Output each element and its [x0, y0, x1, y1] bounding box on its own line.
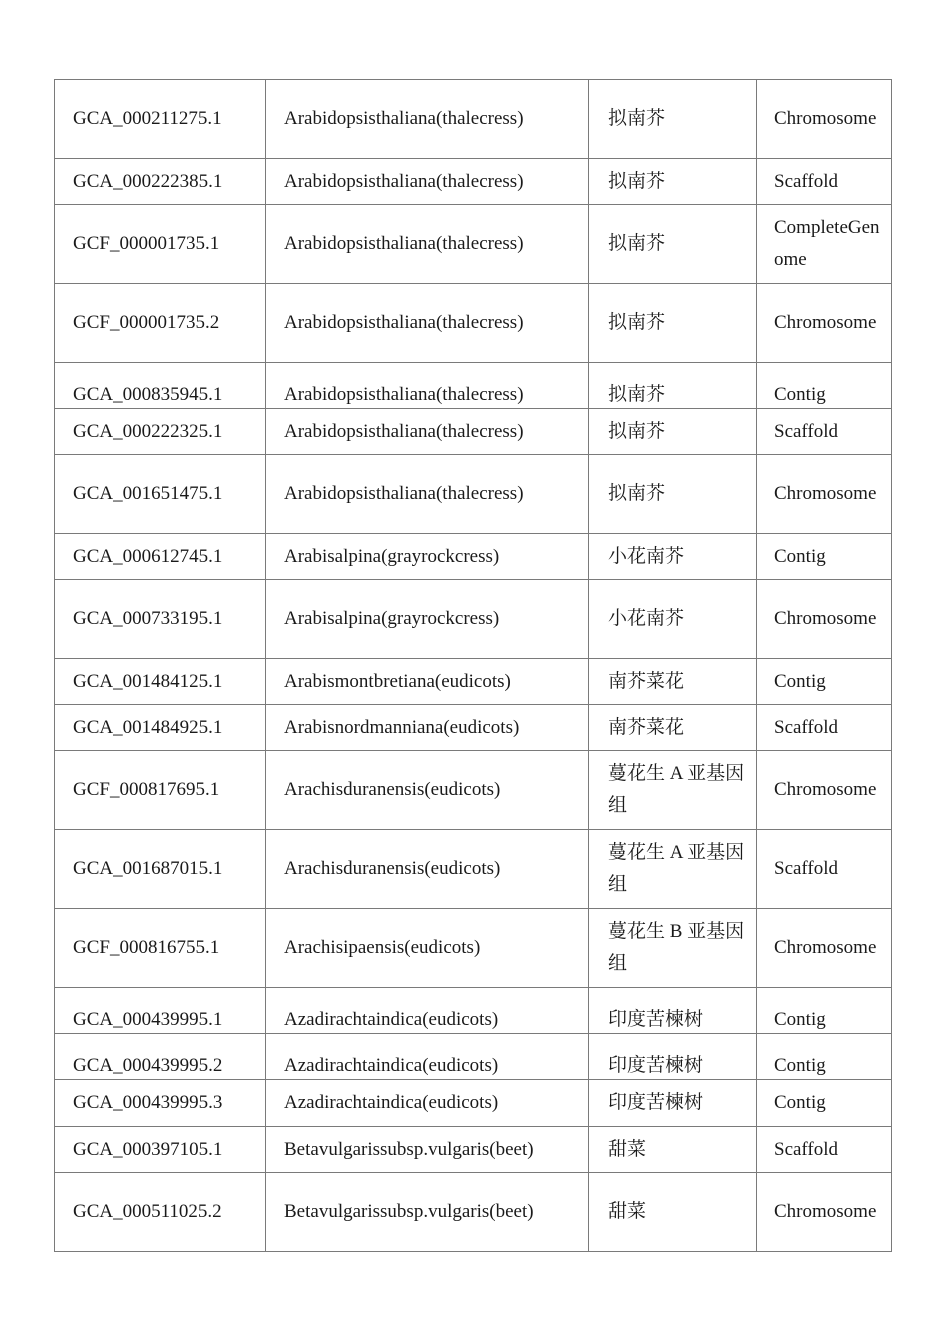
organism-cell: Azadirachtaindica(eudicots) — [266, 1034, 589, 1080]
organism-cell: Arabidopsisthaliana(thalecress) — [266, 363, 589, 409]
accession-cell: GCA_000439995.2 — [55, 1034, 266, 1080]
assembly-level-cell: Chromosome — [757, 751, 892, 830]
table-row — [55, 80, 892, 159]
chinese-name-cell: 南芥菜花 — [589, 705, 757, 751]
accession-cell: GCF_000001735.2 — [55, 284, 266, 363]
assembly-level-cell: Contig — [757, 1080, 892, 1127]
table-row — [55, 284, 892, 363]
organism-cell: Arabidopsisthaliana(thalecress) — [266, 205, 589, 284]
organism-cell: Arabidopsisthaliana(thalecress) — [266, 455, 589, 534]
table-row — [55, 659, 892, 705]
chinese-name-cell: 拟南芥 — [589, 363, 757, 409]
table-row — [55, 455, 892, 534]
organism-cell: Arachisduranensis(eudicots) — [266, 830, 589, 909]
chinese-name-cell: 印度苦楝树 — [589, 1080, 757, 1127]
assembly-level-cell: Chromosome — [757, 284, 892, 363]
assembly-level-cell: Scaffold — [757, 1127, 892, 1173]
assembly-level-cell: Chromosome — [757, 909, 892, 988]
assembly-level-cell: Scaffold — [757, 705, 892, 751]
accession-cell: GCA_000397105.1 — [55, 1127, 266, 1173]
assembly-level-cell: Chromosome — [757, 1173, 892, 1252]
accession-cell: GCA_001484125.1 — [55, 659, 266, 705]
organism-cell: Azadirachtaindica(eudicots) — [266, 1080, 589, 1127]
chinese-name-cell: 蔓花生 A 亚基因组 — [589, 830, 757, 909]
accession-cell: GCA_000612745.1 — [55, 534, 266, 580]
chinese-name-cell: 小花南芥 — [589, 534, 757, 580]
accession-cell: GCA_000439995.3 — [55, 1080, 266, 1127]
organism-cell: Arabidopsisthaliana(thalecress) — [266, 284, 589, 363]
chinese-name-cell: 甜菜 — [589, 1173, 757, 1252]
table-row — [55, 751, 892, 830]
assembly-level-cell: Contig — [757, 363, 892, 409]
accession-cell: GCA_000222385.1 — [55, 159, 266, 205]
table-row — [55, 1080, 892, 1127]
organism-cell: Arabisalpina(grayrockcress) — [266, 534, 589, 580]
chinese-name-cell: 印度苦楝树 — [589, 988, 757, 1034]
organism-cell: Arachisipaensis(eudicots) — [266, 909, 589, 988]
accession-cell: GCA_000222325.1 — [55, 409, 266, 455]
chinese-name-cell: 印度苦楝树 — [589, 1034, 757, 1080]
accession-cell: GCA_000835945.1 — [55, 363, 266, 409]
organism-cell: Azadirachtaindica(eudicots) — [266, 988, 589, 1034]
assembly-level-cell: Scaffold — [757, 159, 892, 205]
table-row — [55, 705, 892, 751]
organism-cell: Arachisduranensis(eudicots) — [266, 751, 589, 830]
accession-cell: GCA_000511025.2 — [55, 1173, 266, 1252]
chinese-name-cell: 拟南芥 — [589, 455, 757, 534]
chinese-name-cell: 蔓花生 A 亚基因组 — [589, 751, 757, 830]
organism-cell: Arabisalpina(grayrockcress) — [266, 580, 589, 659]
assembly-level-cell: Chromosome — [757, 80, 892, 159]
table-row — [55, 909, 892, 988]
table-row — [55, 1034, 892, 1080]
table-row — [55, 534, 892, 580]
table-row — [55, 205, 892, 284]
chinese-name-cell: 拟南芥 — [589, 409, 757, 455]
table-row — [55, 1173, 892, 1252]
chinese-name-cell: 拟南芥 — [589, 205, 757, 284]
assembly-level-cell: Chromosome — [757, 580, 892, 659]
assembly-level-cell: Contig — [757, 1034, 892, 1080]
chinese-name-cell: 拟南芥 — [589, 284, 757, 363]
table-row — [55, 159, 892, 205]
assembly-level-cell: CompleteGenome — [757, 205, 892, 284]
accession-cell: GCA_001651475.1 — [55, 455, 266, 534]
assembly-level-cell: Chromosome — [757, 455, 892, 534]
chinese-name-cell: 甜菜 — [589, 1127, 757, 1173]
table-row — [55, 363, 892, 409]
organism-cell: Arabidopsisthaliana(thalecress) — [266, 80, 589, 159]
accession-cell: GCA_000439995.1 — [55, 988, 266, 1034]
accession-cell: GCF_000001735.1 — [55, 205, 266, 284]
chinese-name-cell: 小花南芥 — [589, 580, 757, 659]
accession-cell: GCA_001687015.1 — [55, 830, 266, 909]
organism-cell: Betavulgarissubsp.vulgaris(beet) — [266, 1127, 589, 1173]
organism-cell: Betavulgarissubsp.vulgaris(beet) — [266, 1173, 589, 1252]
table-row — [55, 409, 892, 455]
organism-cell: Arabisnordmanniana(eudicots) — [266, 705, 589, 751]
assembly-level-cell: Contig — [757, 534, 892, 580]
assembly-level-cell: Scaffold — [757, 409, 892, 455]
organism-cell: Arabidopsisthaliana(thalecress) — [266, 409, 589, 455]
table-row — [55, 988, 892, 1034]
assembly-level-cell: Scaffold — [757, 830, 892, 909]
table-row — [55, 1127, 892, 1173]
assembly-level-cell: Contig — [757, 659, 892, 705]
accession-cell: GCA_001484925.1 — [55, 705, 266, 751]
accession-cell: GCF_000816755.1 — [55, 909, 266, 988]
accession-cell: GCF_000817695.1 — [55, 751, 266, 830]
chinese-name-cell: 蔓花生 B 亚基因组 — [589, 909, 757, 988]
genome-assembly-table — [54, 79, 892, 1252]
organism-cell: Arabismontbretiana(eudicots) — [266, 659, 589, 705]
organism-cell: Arabidopsisthaliana(thalecress) — [266, 159, 589, 205]
table-row — [55, 580, 892, 659]
accession-cell: GCA_000733195.1 — [55, 580, 266, 659]
assembly-level-cell: Contig — [757, 988, 892, 1034]
table-row — [55, 830, 892, 909]
chinese-name-cell: 拟南芥 — [589, 159, 757, 205]
chinese-name-cell: 南芥菜花 — [589, 659, 757, 705]
chinese-name-cell: 拟南芥 — [589, 80, 757, 159]
accession-cell: GCA_000211275.1 — [55, 80, 266, 159]
